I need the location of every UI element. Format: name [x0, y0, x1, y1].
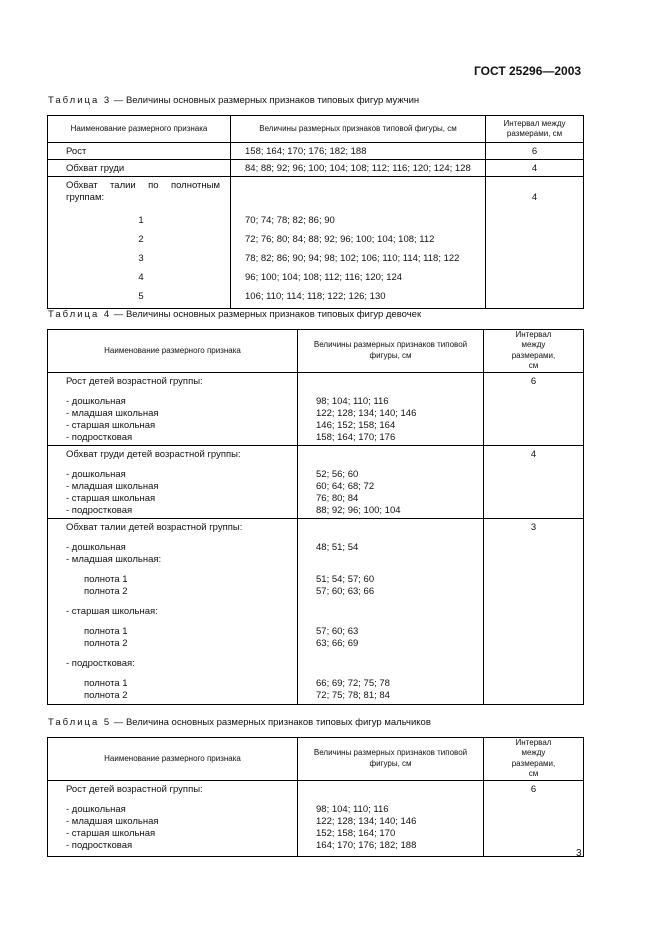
- t3-values: 78; 82; 86; 90; 94; 98; 102; 106; 110; 114; 118; 122: [245, 253, 460, 264]
- t3-values: 72; 76; 80; 84; 88; 92; 96; 100; 104; 108; 112: [245, 234, 435, 245]
- t5-header-values: Величины размерных признаков типовой фигуры, см: [298, 738, 484, 781]
- table-4-caption: [48, 309, 421, 320]
- list-item: - дошкольная: [66, 468, 126, 480]
- t4-header-values: Величины размерных признаков типовой фигуры, см: [298, 330, 484, 373]
- table-row: [48, 160, 584, 177]
- list-item: 122; 128; 134; 140; 146: [316, 815, 417, 827]
- table-5: [47, 737, 584, 857]
- list-item: - старшая школьная: [66, 492, 156, 504]
- t4-interval: 4: [484, 445, 584, 518]
- list-item: 152; 158; 164; 170: [316, 827, 396, 839]
- standard-number: ГОСТ 25296—2003: [474, 64, 582, 78]
- list-item: 51; 54; 57; 60: [316, 573, 375, 585]
- t3-values: 106; 110; 114; 118; 122; 126; 130: [245, 291, 386, 302]
- t3-interval: 4: [486, 160, 584, 177]
- list-item: 76; 80; 84: [316, 492, 359, 504]
- list-item: полнота 2: [84, 585, 128, 597]
- table-4-label: Таблица 4: [48, 309, 112, 320]
- t5-interval: 6: [484, 780, 584, 856]
- t3-name: Рост: [48, 143, 231, 160]
- table-4-title: — Величины основных размерных признаков типовых фигур девочек: [111, 309, 422, 320]
- list-item: - подростковая: [66, 504, 133, 516]
- list-item: полнота 1: [84, 573, 128, 585]
- table-row: [48, 518, 584, 704]
- table-row: [48, 372, 584, 445]
- list-item: - подростковая: [66, 839, 133, 851]
- t3-header-interval: Интервал между размерами, см: [486, 116, 584, 143]
- list-item: полнота 1: [84, 625, 128, 637]
- list-item: 98; 104; 110; 116: [316, 803, 389, 815]
- t4-waist-values-cell: [298, 518, 484, 704]
- t3-group: 1: [138, 215, 144, 226]
- t3-values: 84; 88; 92; 96; 100; 104; 108; 112; 116; 120; 124; 128: [231, 160, 486, 177]
- t4-chest-title: Обхват груди детей возрастной группы:: [66, 448, 241, 460]
- t4-waist-name-cell: [48, 518, 298, 704]
- list-item: 72; 75; 78; 81; 84: [316, 689, 390, 701]
- list-item: 122; 128; 134; 140; 146: [316, 407, 417, 419]
- t4-waist-title: Обхват талии детей возрастной группы:: [66, 521, 243, 533]
- t3-waist-values-cell: [231, 177, 486, 309]
- t5-height-name-cell: [48, 780, 298, 856]
- list-item: 48; 51; 54: [316, 541, 359, 553]
- list-item: - младшая школьная:: [66, 553, 162, 565]
- t4-header-name: Наименование размерного признака: [48, 330, 298, 373]
- list-item: полнота 2: [84, 637, 128, 649]
- t5-height-values-cell: [298, 780, 484, 856]
- t4-height-title: Рост детей возрастной группы:: [66, 375, 203, 387]
- t3-values: 158; 164; 170; 176; 182; 188: [231, 143, 486, 160]
- page-number: 3: [576, 848, 582, 859]
- list-item: - младшая школьная: [66, 480, 159, 492]
- table-5-title: — Величина основных размерных признаков типовых фигур мальчиков: [111, 717, 431, 728]
- t5-height-title: Рост детей возрастной группы:: [66, 783, 203, 795]
- t5-header-interval: Интервал между размерами, см: [484, 738, 584, 781]
- list-item: полнота 1: [84, 677, 128, 689]
- table-3-title: — Величины основных размерных признаков типовых фигур мужчин: [111, 95, 420, 106]
- t3-header-values: Величины размерных признаков типовой фигуры, см: [231, 116, 486, 143]
- t4-header-interval: Интервал между размерами, см: [484, 330, 584, 373]
- list-item: - дошкольная: [66, 395, 126, 407]
- list-item: 57; 60; 63: [316, 625, 359, 637]
- table-3-label: Таблица 3: [48, 95, 112, 106]
- list-item: 164; 170; 176; 182; 188: [316, 839, 417, 851]
- table-4: [47, 329, 584, 705]
- t3-group: 4: [138, 272, 144, 283]
- t5-header-name: Наименование размерного признака: [48, 738, 298, 781]
- list-item: - подростковая:: [66, 657, 135, 669]
- t4-height-name-cell: [48, 372, 298, 445]
- t3-waist-title: Обхват талии по полнотным группам:: [66, 180, 220, 203]
- list-item: - старшая школьная: [66, 827, 156, 839]
- list-item: - дошкольная: [66, 541, 126, 553]
- list-item: 52; 56; 60: [316, 468, 359, 480]
- list-item: 98; 104; 110; 116: [316, 395, 389, 407]
- list-item: 146; 152; 158; 164: [316, 419, 396, 431]
- t4-interval: 6: [484, 372, 584, 445]
- t3-group: 2: [138, 234, 144, 245]
- t3-interval: 4: [486, 177, 584, 309]
- t3-group: 5: [138, 291, 144, 302]
- list-item: 57; 60; 63; 66: [316, 585, 375, 597]
- t3-name: Обхват груди: [48, 160, 231, 177]
- list-item: - старшая школьная:: [66, 605, 158, 617]
- table-5-caption: [48, 717, 431, 728]
- list-item: 60; 64; 68; 72: [316, 480, 375, 492]
- list-item: - младшая школьная: [66, 815, 159, 827]
- table-3-caption: [48, 95, 419, 106]
- list-item: - дошкольная: [66, 803, 126, 815]
- list-item: - младшая школьная: [66, 407, 159, 419]
- table-row: [48, 143, 584, 160]
- t3-group: 3: [138, 253, 144, 264]
- list-item: 63; 66; 69: [316, 637, 359, 649]
- list-item: - старшая школьная: [66, 419, 156, 431]
- table-row: [48, 780, 584, 856]
- t3-interval: 6: [486, 143, 584, 160]
- t4-height-values-cell: [298, 372, 484, 445]
- list-item: 66; 69; 72; 75; 78: [316, 677, 390, 689]
- table-5-label: Таблица 5: [48, 717, 112, 728]
- t3-header-name: Наименование размерного признака: [48, 116, 231, 143]
- list-item: 158; 164; 170; 176: [316, 431, 396, 443]
- table-3: [47, 115, 584, 309]
- t4-chest-name-cell: [48, 445, 298, 518]
- t4-chest-values-cell: [298, 445, 484, 518]
- t4-interval: 3: [484, 518, 584, 704]
- list-item: полнота 2: [84, 689, 128, 701]
- list-item: - подростковая: [66, 431, 133, 443]
- t3-values: 70; 74; 78; 82; 86; 90: [245, 215, 335, 226]
- table-row: [48, 445, 584, 518]
- t3-waist-name-cell: [48, 177, 231, 309]
- t3-values: 96; 100; 104; 108; 112; 116; 120; 124: [245, 272, 403, 283]
- table-row: [48, 177, 584, 309]
- list-item: 88; 92; 96; 100; 104: [316, 504, 401, 516]
